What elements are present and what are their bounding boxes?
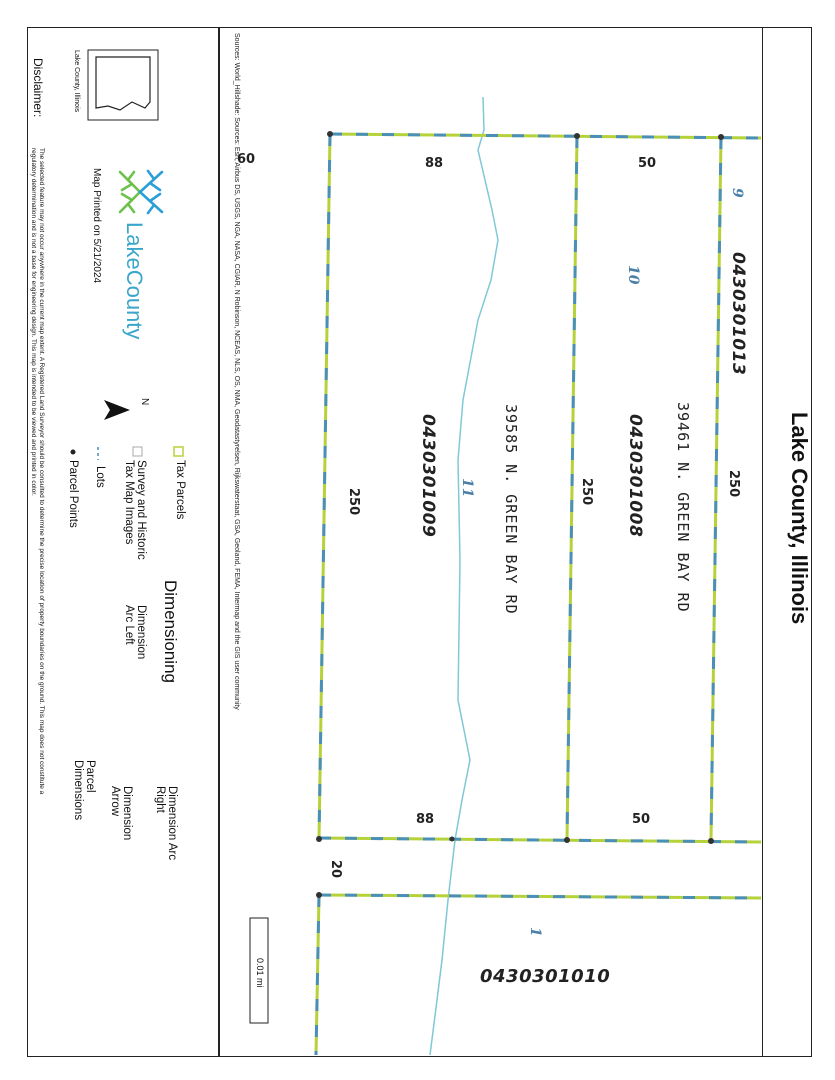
- scale-bar-label: 0.01 mi: [255, 958, 265, 988]
- parcel-points-swatch: [71, 450, 76, 455]
- legend-survey-images: Survey and Historic Tax Map Images: [123, 460, 147, 560]
- lot-number: 9: [729, 188, 745, 198]
- parcel-point: [450, 837, 455, 842]
- parcel-point: [718, 134, 724, 140]
- parcel-point: [564, 837, 570, 843]
- parcel-point: [327, 131, 333, 137]
- legend-parcel-points: Parcel Points: [67, 460, 79, 528]
- parcel-point: [574, 133, 580, 139]
- legend-tax-parcels: Tax Parcels: [174, 460, 186, 520]
- parcel-dimension: 60: [237, 152, 256, 167]
- sources-text: Sources: World_Hillshade: Sources: Esri, Airbus DS, USGS, NGA, NASA, CGIAR, N Robinson, NCEAS, NLS, OS, NMA, Geodatastyrelsen, Rijkswaterstaat, GSA, Geoland, FEMA, Intermap and the GIS user community: [233, 33, 240, 710]
- parcel-id: 0430301013: [728, 252, 748, 376]
- parcel-dimension: 250: [726, 470, 741, 498]
- lot-number: 10: [625, 265, 641, 285]
- map-title: Lake County, Illinois: [787, 412, 812, 625]
- disclaimer-text: The selected feature may not occur anywhere in the current map extent. A Registered Land Surveyor should be consulted to determine the precise location of property boundaries on the ground. This map does not constitute a regulatory determination and is not a base for engineering design. This map is intended to be viewed and printed in color.: [30, 148, 45, 795]
- legend-lots: Lots: [94, 466, 106, 488]
- inset-map-box: [88, 50, 158, 120]
- print-date: Map Printed on 5/21/2024: [91, 168, 102, 284]
- river-line: [430, 97, 498, 1055]
- logo-icon: [120, 171, 162, 213]
- legend-dim-arc-left: Dimension Arc Left: [123, 605, 147, 660]
- handwritten-address: 39585 N. GREEN BAY RD: [502, 404, 520, 615]
- legend-dimensioning-title: Dimensioning: [161, 580, 180, 683]
- parcel-point: [316, 892, 322, 898]
- parcel-point: [708, 838, 714, 844]
- legend-parcel-dimensions: Parcel Dimensions: [72, 760, 96, 821]
- parcel-id: 0430301010: [480, 966, 611, 987]
- lot-number: 1: [527, 927, 543, 937]
- legend-dim-arrow: Dimension Arrow: [109, 786, 133, 841]
- parcel-dimension: 20: [328, 860, 343, 879]
- parcel-dimension: 250: [346, 488, 361, 516]
- north-arrow-icon: [104, 400, 130, 420]
- parcel-dimension: 50: [632, 812, 651, 827]
- inset-caption: Lake County, Illinois: [73, 50, 80, 113]
- parcel-dimension: 50: [638, 156, 657, 171]
- survey-images-swatch: [133, 447, 142, 456]
- parcel-dimension: 250: [579, 478, 594, 506]
- legend-dim-arc-right: Dimension Arc Right: [154, 786, 178, 861]
- parcel-point: [316, 836, 322, 842]
- parcel-id: 0430301008: [625, 414, 645, 538]
- lot-number: 11: [459, 478, 475, 498]
- tax-parcels-swatch: [174, 447, 183, 456]
- handwritten-address: 39461 N. GREEN BAY RD: [674, 402, 692, 613]
- disclaimer-label: Disclaimer:: [31, 58, 45, 118]
- parcel-id: 0430301009: [418, 414, 438, 538]
- parcel-dimension: 88: [425, 156, 444, 171]
- logo-text: LakeCounty: [122, 222, 147, 340]
- north-label: N: [139, 398, 150, 406]
- parcel-dimension: 88: [416, 812, 435, 827]
